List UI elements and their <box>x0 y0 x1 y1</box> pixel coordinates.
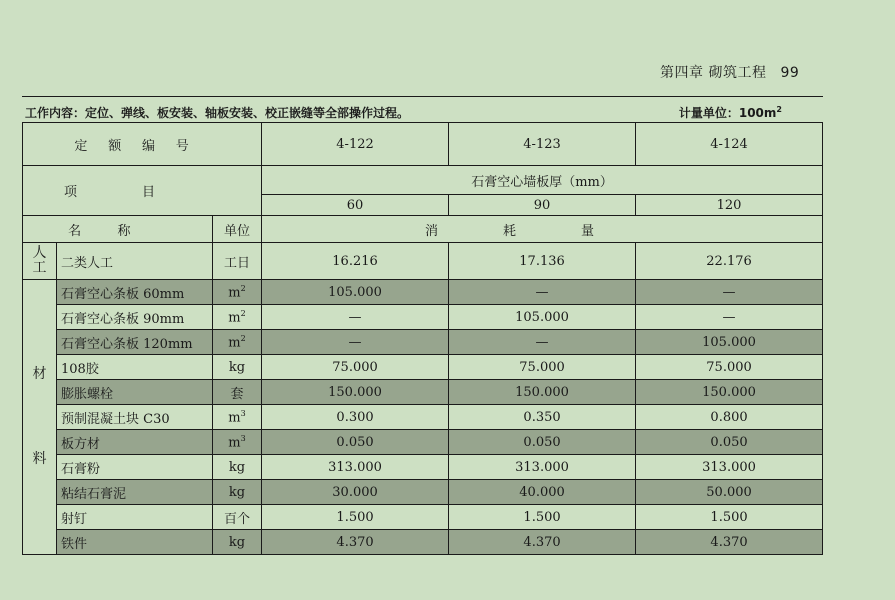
measure-unit-base: m <box>763 106 777 120</box>
project-label: 项目 <box>23 166 262 216</box>
material-value: 0.350 <box>449 405 636 430</box>
material-unit-base: 套 <box>230 386 244 402</box>
code-cell: 4-123 <box>449 123 636 166</box>
name-header-row <box>23 216 823 243</box>
material-value: 4.370 <box>449 530 636 555</box>
labor-row <box>23 243 823 280</box>
material-value: 0.050 <box>636 430 823 455</box>
labor-category <box>23 243 57 280</box>
materials-category <box>23 280 57 555</box>
material-name: 射钉 <box>57 505 213 530</box>
material-unit-exp: 2 <box>240 333 246 343</box>
material-unit-base: kg <box>228 484 246 500</box>
material-name: 石膏空心条板 120mm <box>57 330 213 355</box>
quota-table <box>22 122 823 555</box>
material-value: 0.300 <box>262 405 449 430</box>
material-unit-base: kg <box>228 534 246 550</box>
material-row <box>23 355 823 380</box>
chapter-title: 第四章 砌筑工程 <box>660 65 767 81</box>
material-value: 4.370 <box>636 530 823 555</box>
material-name: 预制混凝土块 C30 <box>57 405 213 430</box>
material-name: 108胶 <box>57 355 213 380</box>
work-content: 工作内容：定位、弹线、板安装、轴板安装、校正嵌缝等全部操作过程。 <box>25 106 410 120</box>
material-unit <box>213 480 262 505</box>
material-unit <box>213 430 262 455</box>
material-value: 75.000 <box>449 355 636 380</box>
material-row <box>23 480 823 505</box>
thickness-cell: 60 <box>262 195 449 216</box>
material-unit <box>213 455 262 480</box>
material-name: 石膏空心条板 90mm <box>57 305 213 330</box>
material-value: — <box>636 305 823 330</box>
material-value: 1.500 <box>449 505 636 530</box>
material-value: 4.370 <box>262 530 449 555</box>
thickness-cell: 90 <box>449 195 636 216</box>
material-unit-base: kg <box>228 459 246 475</box>
project-row <box>23 166 823 195</box>
consumption-label: 消耗量 <box>262 216 823 243</box>
material-unit-exp: 2 <box>240 308 246 318</box>
material-row <box>23 505 823 530</box>
labor-unit: 工日 <box>213 243 262 280</box>
material-unit-exp: 2 <box>240 283 246 293</box>
material-unit <box>213 380 262 405</box>
material-unit <box>213 405 262 430</box>
code-cell: 4-124 <box>636 123 823 166</box>
material-value: 0.050 <box>449 430 636 455</box>
material-value: 0.050 <box>262 430 449 455</box>
material-unit <box>213 530 262 555</box>
name-label: 名称 <box>23 216 213 243</box>
materials-category-text: 材 料 <box>32 365 47 467</box>
material-row <box>23 430 823 455</box>
material-name: 石膏粉 <box>57 455 213 480</box>
material-value: 75.000 <box>262 355 449 380</box>
material-row <box>23 455 823 480</box>
material-name: 粘结石膏泥 <box>57 480 213 505</box>
measure-unit-label: 计量单位：100 <box>678 106 764 120</box>
project-title: 石膏空心墙板厚（mm） <box>262 166 823 195</box>
code-label: 定额编号 <box>23 123 262 166</box>
material-unit <box>213 280 262 305</box>
material-value: 313.000 <box>636 455 823 480</box>
labor-value: 16.216 <box>262 243 449 280</box>
material-value: — <box>262 330 449 355</box>
material-unit <box>213 355 262 380</box>
measure-unit-exp: 2 <box>776 105 782 114</box>
material-value: 313.000 <box>262 455 449 480</box>
material-row <box>23 305 823 330</box>
material-row <box>23 280 823 305</box>
thickness-cell: 120 <box>636 195 823 216</box>
material-value: — <box>636 280 823 305</box>
material-row <box>23 405 823 430</box>
material-name: 膨胀螺栓 <box>57 380 213 405</box>
material-row <box>23 380 823 405</box>
page-header <box>660 62 799 82</box>
work-content-line <box>25 104 822 121</box>
material-unit <box>213 330 262 355</box>
material-value: 150.000 <box>636 380 823 405</box>
labor-value: 22.176 <box>636 243 823 280</box>
material-unit-base: m <box>228 410 241 426</box>
material-value: — <box>262 305 449 330</box>
material-value: 150.000 <box>449 380 636 405</box>
material-unit-exp: 3 <box>240 408 246 418</box>
material-unit-base: kg <box>228 359 246 375</box>
material-value: 150.000 <box>262 380 449 405</box>
material-unit <box>213 305 262 330</box>
material-name: 石膏空心条板 60mm <box>57 280 213 305</box>
material-value: 50.000 <box>636 480 823 505</box>
material-value: 1.500 <box>636 505 823 530</box>
material-value: 75.000 <box>636 355 823 380</box>
material-row <box>23 530 823 555</box>
material-value: 105.000 <box>449 305 636 330</box>
material-value: 105.000 <box>262 280 449 305</box>
code-cell: 4-122 <box>262 123 449 166</box>
unit-label: 单位 <box>213 216 262 243</box>
material-unit-base: m <box>228 310 241 326</box>
material-value: 105.000 <box>636 330 823 355</box>
page-number: 99 <box>780 65 800 81</box>
labor-category-text: 人 工 <box>32 244 47 276</box>
material-unit-base: m <box>228 285 241 301</box>
labor-name: 二类人工 <box>57 243 213 280</box>
material-unit-base: 百个 <box>224 511 251 527</box>
material-value: 0.800 <box>636 405 823 430</box>
material-value: — <box>449 330 636 355</box>
code-row <box>23 123 823 166</box>
measure-unit <box>679 104 782 121</box>
material-value: 1.500 <box>262 505 449 530</box>
quota-table-body <box>23 123 823 555</box>
material-unit-base: m <box>228 435 241 451</box>
header-rule <box>22 96 823 97</box>
material-value: 30.000 <box>262 480 449 505</box>
material-unit-exp: 3 <box>240 433 246 443</box>
labor-value: 17.136 <box>449 243 636 280</box>
material-value: — <box>449 280 636 305</box>
material-value: 313.000 <box>449 455 636 480</box>
material-unit-base: m <box>228 335 241 351</box>
material-name: 铁件 <box>57 530 213 555</box>
material-value: 40.000 <box>449 480 636 505</box>
material-name: 板方材 <box>57 430 213 455</box>
material-unit <box>213 505 262 530</box>
material-row <box>23 330 823 355</box>
